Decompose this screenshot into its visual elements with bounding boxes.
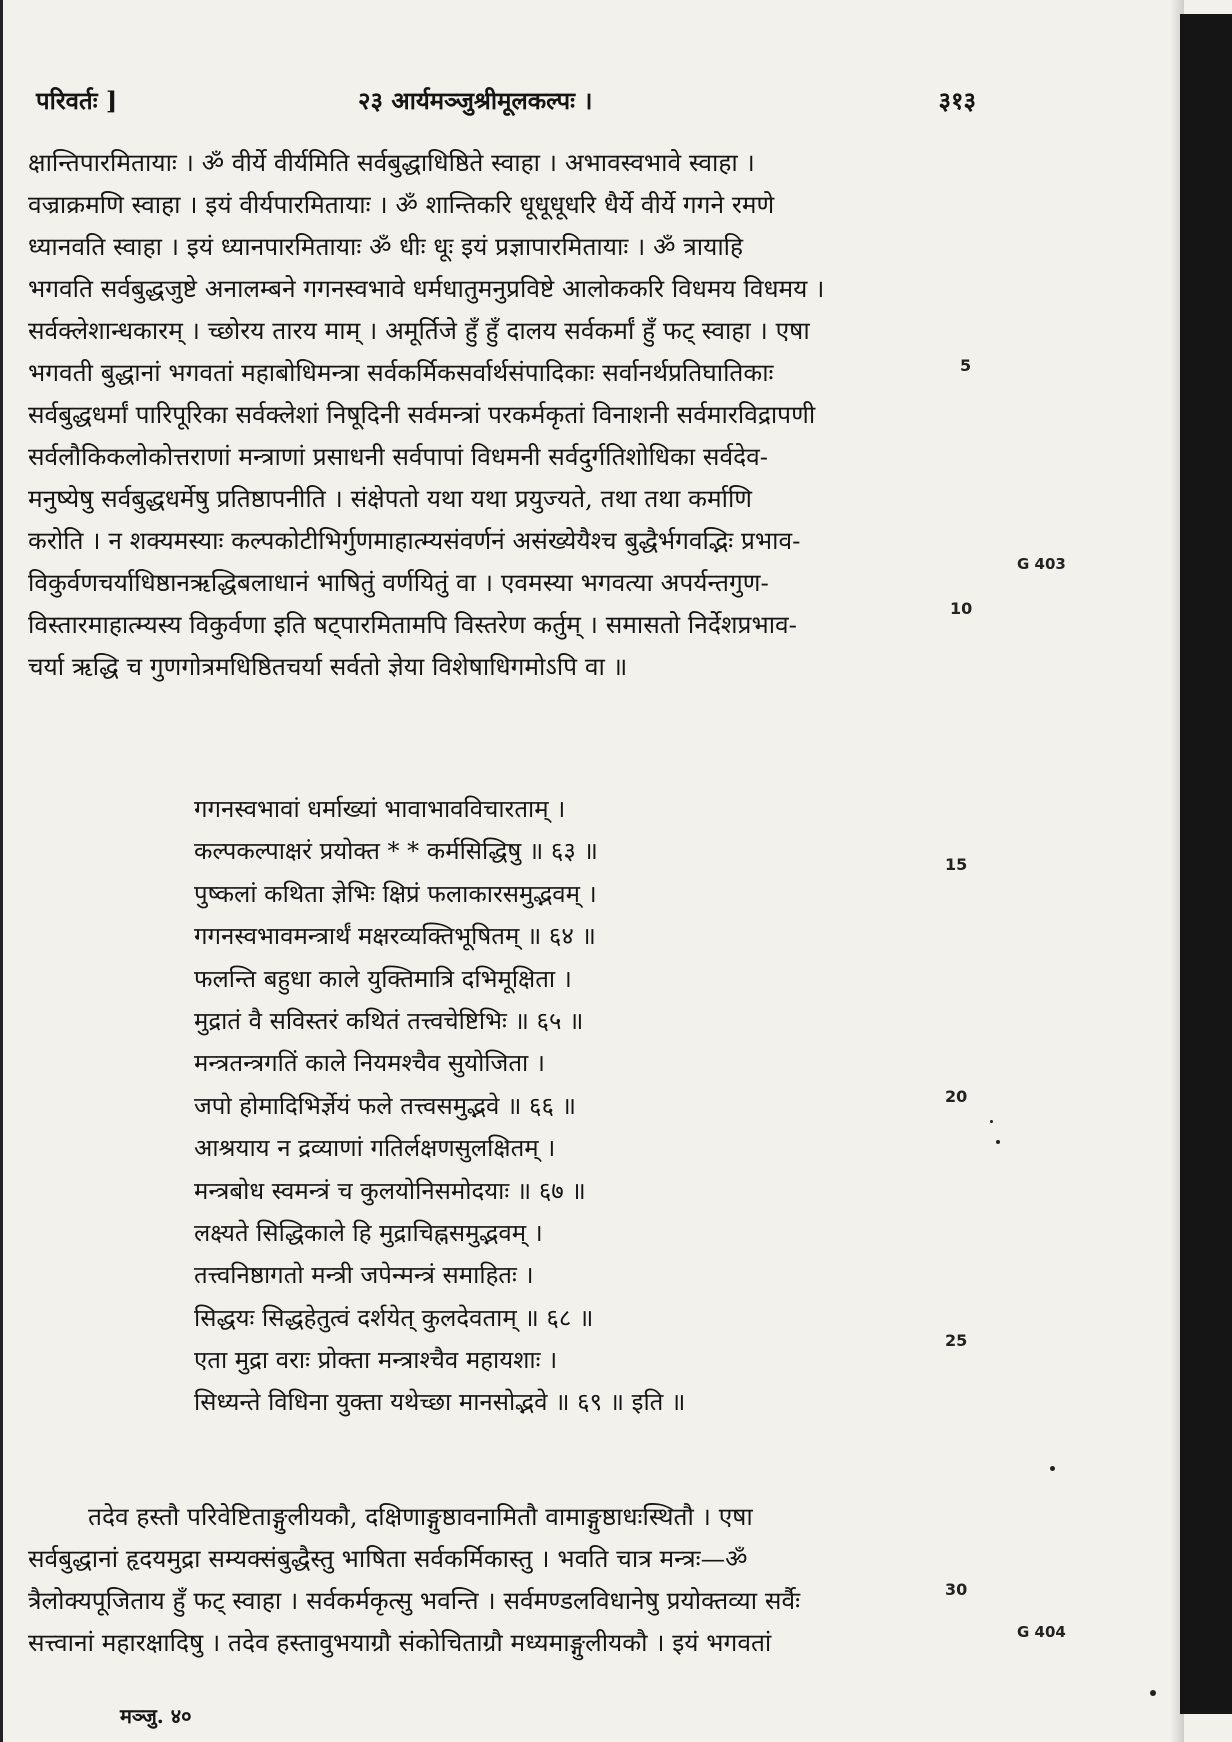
- verse-line: जपो होमादिभिर्ज्ञेयं फले तत्त्वसमुद्भवे ॥ ६६ ॥: [194, 1091, 576, 1120]
- line-number: 10: [950, 599, 973, 618]
- verse-line: फलन्ति बहुधा काले युक्तिमात्रि दभिमूक्षिता ।: [194, 964, 572, 993]
- running-title: २३ आर्यमञ्जुश्रीमूलकल्पः ।: [358, 86, 593, 115]
- prose-line: चर्या ऋद्धि च गुणगोत्रमधिष्ठितचर्या सर्वतो ज्ञेया विशेषाधिगमोऽपि वा ॥: [28, 652, 628, 681]
- prose-line: विकुर्वणचर्याधिष्ठानऋद्धिबलाधानं भाषितुं वर्णयितुं वा । एवमस्या भगवत्या अपर्यन्तगुण-: [28, 568, 769, 597]
- scan-left-edge: [0, 0, 3, 1742]
- prose-line: त्रैलोक्यपूजिताय हुँ फट् स्वाहा । सर्वकर्मकृत्सु भवन्ति । सर्वमण्डलविधानेषु प्रयोक्तव्या सर्वैः: [28, 1586, 801, 1615]
- prose-line: सर्वक्लेशान्धकारम् । च्छोरय तारय माम् । अमूर्तिजे हुँ हुँ दालय सर्वकर्मां हुँ फट् स्वाहा । एषा: [28, 316, 810, 345]
- verse-line: सिद्धयः सिद्धहेतुत्वं दर्शयेत् कुलदेवताम् ॥ ६८ ॥: [194, 1303, 594, 1332]
- scan-speck: [1150, 1690, 1156, 1696]
- verse-line: पुष्कलां कथिता ज्ञेभिः क्षिप्रं फलाकारसमुद्भवम् ।: [194, 879, 597, 908]
- page-number: ३१३: [938, 86, 976, 115]
- prose-block-2: [28, 1496, 978, 1664]
- book-spine: [1180, 14, 1232, 1714]
- verse-line: मन्त्रतन्त्रगतिं काले नियमश्चैव सुयोजिता ।: [194, 1049, 545, 1078]
- verse-block: [194, 788, 914, 1424]
- scan-speck: [996, 1140, 1000, 1144]
- prose-line: मनुष्येषु सर्वबुद्धधर्मेषु प्रतिष्ठापनीति । संक्षेपतो यथा यथा प्रयुज्यते, तथा तथा कर्माणि: [28, 484, 753, 513]
- prose-line: करोति । न शक्यमस्याः कल्पकोटीभिर्गुणमाहात्म्यसंवर्णनं असंख्येयैश्च बुद्धैर्भगवद्भिः प्रभाव-: [28, 526, 801, 555]
- verse-line: तत्त्वनिष्ठागतो मन्त्री जपेन्मन्त्रं समाहितः ।: [194, 1261, 534, 1290]
- verse-line: गगनस्वभावां धर्माख्यां भावाभावविचारताम् ।: [194, 795, 566, 823]
- prose-line: सत्त्वानां महारक्षादिषु । तदेव हस्तावुभयाग्रौ संकोचिताग्रौ मध्यमाङ्गुलीयकौ । इयं भगवतां: [28, 1628, 772, 1657]
- verse-line: एता मुद्रा वराः प्रोक्ता मन्त्राश्चैव महायशाः ।: [194, 1346, 558, 1375]
- prose-line: ध्यानवति स्वाहा । इयं ध्यानपारमितायाः ॐ धीः धूः इयं प्रज्ञापारमितायाः । ॐ त्रायाहि: [28, 232, 744, 261]
- verse-line: मुद्रातं वै सविस्तरं कथितं तत्त्वचेष्टिभिः ॥ ६५ ॥: [194, 1006, 584, 1035]
- prose-line: वज्राक्रमणि स्वाहा । इयं वीर्यपारमितायाः । ॐ शान्तिकरि धूधूधूधरि धैर्ये वीर्ये गगने रमणे: [28, 190, 775, 219]
- line-number: 25: [945, 1331, 968, 1350]
- verse-line: सिध्यन्ते विधिना युक्ता यथेच्छा मानसोद्भवे ॥ ६९ ॥ इति ॥: [194, 1388, 686, 1417]
- prose-line: सर्वलौकिकलोकोत्तराणां मन्त्राणां प्रसाधनी सर्वपापां विधमनी सर्वदुर्गतिशोधिका सर्वदेव-: [28, 442, 769, 471]
- running-header: [36, 84, 976, 124]
- line-number: 15: [945, 855, 968, 874]
- prose-block-1: [28, 142, 978, 688]
- gilgit-ref: G 404: [1017, 1623, 1066, 1641]
- prose-line: सर्वबुद्धधर्मां पारिपूरिका सर्वक्लेशां निषूदिनी सर्वमन्त्रां परकर्मकृतां विनाशनी सर्वमारविद्रापणी: [28, 400, 816, 429]
- prose-line: भगवति सर्वबुद्धजुष्टे अनालम्बने गगनस्वभावे धर्मधातुमनुप्रविष्टे आलोककरि विधमय विधमय ।: [28, 274, 825, 303]
- prose-line: तदेव हस्तौ परिवेष्टिताङ्गुलीयकौ, दक्षिणाङ्गुष्ठावनामितौ वामाङ्गुष्ठाधःस्थितौ । एषा: [88, 1502, 753, 1531]
- gilgit-ref: G 403: [1017, 555, 1066, 573]
- chapter-label: परिवर्तः ]: [36, 86, 118, 115]
- verse-line: लक्ष्यते सिद्धिकाले हि मुद्राचिह्नसमुद्भवम् ।: [194, 1218, 543, 1247]
- verse-line: कल्पकल्पाक्षरं प्रयोक्त * * कर्मसिद्धिषु ॥ ६३ ॥: [194, 837, 598, 866]
- line-number: 30: [945, 1580, 968, 1599]
- prose-line: भगवती बुद्धानां भगवतां महाबोधिमन्त्रा सर्वकर्मिकसर्वार्थसंपादिकाः सर्वानर्थप्रतिघातिकाः: [28, 358, 774, 387]
- line-number: 5: [960, 356, 972, 375]
- scan-speck: [1050, 1466, 1055, 1471]
- prose-line: सर्वबुद्धानां हृदयमुद्रा सम्यक्संबुद्धैस्तु भाषिता सर्वकर्मिकास्तु । भवति चात्र मन्त्रः—ॐ: [28, 1544, 748, 1573]
- verse-line: आश्रयाय न द्रव्याणां गतिर्लक्षणसुलक्षितम् ।: [194, 1134, 556, 1163]
- line-number: 20: [945, 1087, 968, 1106]
- prose-line: क्षान्तिपारमितायाः । ॐ वीर्ये वीर्यमिति सर्वबुद्धाधिष्ठिते स्वाहा । अभावस्वभावे स्वाहा ।: [28, 148, 755, 177]
- scan-speck: [990, 1120, 993, 1123]
- prose-line: विस्तारमाहात्म्यस्य विकुर्वणा इति षट्पारमितामपि विस्तरेण कर्तुम् । समासतो निर्देशप्रभाव-: [28, 610, 797, 639]
- verse-line: मन्त्रबोध स्वमन्त्रं च कुलयोनिसमोदयाः ॥ ६७ ॥: [194, 1176, 586, 1205]
- verse-line: गगनस्वभावमन्त्रार्थं मक्षरव्यक्तिभूषितम् ॥ ६४ ॥: [194, 922, 596, 951]
- signature-mark: मञ्जु. ४०: [120, 1704, 192, 1728]
